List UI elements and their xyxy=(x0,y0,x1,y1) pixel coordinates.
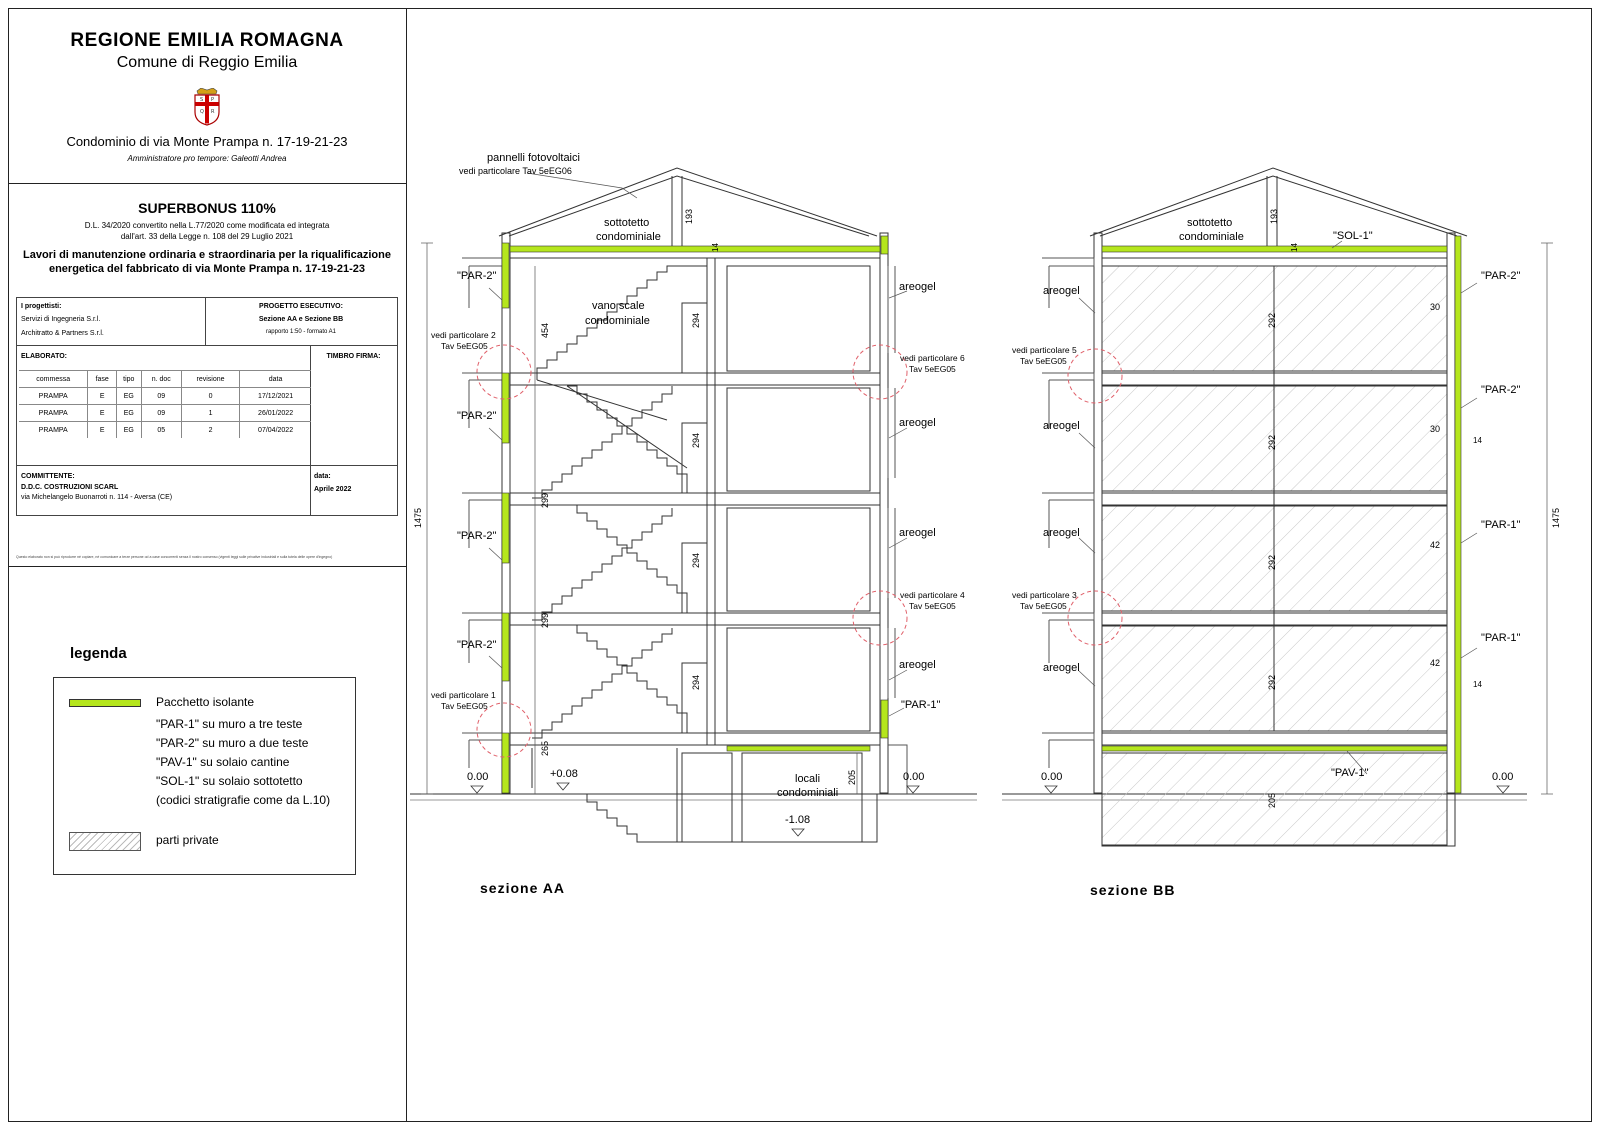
col-header: commessa xyxy=(19,371,88,388)
stair-flight xyxy=(532,508,672,620)
detail-ref: Tav 5eEG05 xyxy=(441,701,488,711)
insulation-swatch xyxy=(69,699,141,707)
phase-label: PROGETTO ESECUTIVO: xyxy=(259,303,343,310)
client-name: D.D.C. COSTRUZIONI SCARL xyxy=(21,484,119,491)
detail-ref: Tav 5eEG05 xyxy=(909,601,956,611)
table-cell: 1 xyxy=(181,405,239,422)
legend-item: "PAV-1" su solaio cantine xyxy=(156,755,290,769)
project-title: SUPERBONUS 110% xyxy=(138,200,276,216)
sol1-tag: "SOL-1" xyxy=(1333,230,1373,242)
par1-tag: "PAR-1" xyxy=(1481,519,1521,531)
svg-text:Q: Q xyxy=(200,109,204,115)
designer-1: Servizi di Ingegneria S.r.l. xyxy=(21,316,101,323)
administrator-name: Amministratore pro tempore: Galeotti Andrea xyxy=(127,154,287,163)
left-wall xyxy=(1094,233,1102,793)
municipal-crest-icon xyxy=(192,88,222,126)
section-aa-title: sezione AA xyxy=(480,880,565,896)
detail-ref: Tav 5eEG05 xyxy=(441,341,488,351)
room xyxy=(727,508,870,611)
detail-ref: vedi particolare 2 xyxy=(431,330,496,340)
dimension-label: 205 xyxy=(847,769,857,785)
table-cell: 0 xyxy=(181,388,239,405)
works-description xyxy=(8,248,406,276)
designers-label: I progettisti: xyxy=(21,303,62,310)
floor-slab xyxy=(1102,733,1447,745)
room xyxy=(727,628,870,731)
legend-item: "SOL-1" su solaio sottotetto xyxy=(156,774,303,788)
table-cell: 26/01/2022 xyxy=(240,405,311,422)
detail-ref: Tav 5eEG05 xyxy=(1020,601,1067,611)
table-cell: 05 xyxy=(141,422,181,439)
dimension-label: 14 xyxy=(1290,243,1299,252)
roof-line xyxy=(1100,176,1457,236)
attic-label: condominiale xyxy=(596,231,661,243)
par2-tag: "PAR-2" xyxy=(1481,384,1521,396)
client-address: via Michelangelo Buonarroti n. 114 - Aversa (CE) xyxy=(21,494,173,501)
core-wall xyxy=(707,258,715,745)
pv-reference: vedi particolare Tav 5eEG06 xyxy=(459,166,572,176)
stamp-label: TIMBRO FIRMA: xyxy=(326,353,381,360)
stair-flight xyxy=(567,625,687,733)
areogel-tag: areogel xyxy=(899,659,936,671)
dimension-label: 292 xyxy=(1267,554,1277,570)
detail-ref: vedi particolare 6 xyxy=(900,353,965,363)
table-cell: E xyxy=(88,388,117,405)
par1-tag: "PAR-1" xyxy=(1481,632,1521,644)
basement-label: locali xyxy=(795,773,821,785)
title-block-table xyxy=(16,297,398,516)
par2-tag: "PAR-2" xyxy=(457,639,497,651)
elaborato-label: ELABORATO: xyxy=(21,353,68,360)
dimension-label: 454 xyxy=(540,322,550,338)
floor-slab xyxy=(510,733,880,745)
dimension-label: 42 xyxy=(1430,540,1441,550)
table-cell: EG xyxy=(116,388,141,405)
dimension-label: 42 xyxy=(1430,658,1441,668)
stair-flight xyxy=(567,386,687,468)
table-cell: 07/04/2022 xyxy=(240,422,311,439)
areogel-tag: areogel xyxy=(1043,527,1080,539)
par1-tag: "PAR-1" xyxy=(901,699,941,711)
col-header: n. doc xyxy=(141,371,181,388)
col-header: tipo xyxy=(116,371,141,388)
title-panel xyxy=(8,8,407,1122)
level-mark: 0.00 xyxy=(467,771,489,783)
dimension-label: 1475 xyxy=(413,507,423,528)
attic-label: condominiale xyxy=(1179,231,1244,243)
par2-tag: "PAR-2" xyxy=(457,270,497,282)
stair-flight xyxy=(567,505,687,613)
par2-tag: "PAR-2" xyxy=(457,530,497,542)
dimension-label: 14 xyxy=(711,243,720,252)
desc-line-2: energetica del fabbricato di via Monte Prampa n. 17-19-21-23 xyxy=(48,263,366,275)
floor-slab xyxy=(510,373,880,385)
areogel-tag: areogel xyxy=(899,527,936,539)
right-wall xyxy=(1447,233,1455,793)
detail-ref: vedi particolare 5 xyxy=(1012,345,1077,355)
room xyxy=(727,388,870,491)
areogel-tag: areogel xyxy=(1043,662,1080,674)
table-cell: PRAMPA xyxy=(19,405,88,422)
dimension-label: 299 xyxy=(540,492,550,508)
level-mark: 0.00 xyxy=(1492,771,1514,783)
stair-flight xyxy=(567,386,687,493)
table-cell: PRAMPA xyxy=(19,388,88,405)
law-line-2: dall'art. 33 della Legge n. 108 del 29 Luglio 2021 xyxy=(120,232,294,241)
stair-label: vano scale xyxy=(592,300,645,312)
detail-ref: vedi particolare 3 xyxy=(1012,590,1077,600)
scale-note: rapporto 1:50 - formato A1 xyxy=(265,329,337,335)
law-line-1: D.L. 34/2020 convertito nella L.77/2020 come modificata ed integrata xyxy=(84,221,330,230)
detail-ref: vedi particolare 4 xyxy=(900,590,965,600)
balconies-left xyxy=(1042,258,1094,768)
col-header: fase xyxy=(88,371,117,388)
level-mark: 0.00 xyxy=(903,771,925,783)
stair-label: condominiale xyxy=(585,315,650,327)
date-value: Aprile 2022 xyxy=(314,486,352,493)
level-mark: 0.00 xyxy=(1041,771,1063,783)
col-header: revisione xyxy=(181,371,239,388)
dimension-label: 193 xyxy=(1269,208,1279,224)
project-block xyxy=(8,183,406,567)
desc-line-1: Lavori di manutenzione ordinaria e straordinaria per la riqualificazione xyxy=(23,249,391,261)
sections-drawing xyxy=(407,8,1587,1118)
areogel-tag: areogel xyxy=(1043,420,1080,432)
level-mark: -1.08 xyxy=(785,814,811,826)
section-bb-title: sezione BB xyxy=(1090,882,1176,898)
detail-ref: vedi particolare 1 xyxy=(431,690,496,700)
dimension-label: 205 xyxy=(1267,792,1277,808)
table-cell: EG xyxy=(116,422,141,439)
table-row xyxy=(19,422,311,439)
table-row xyxy=(19,405,311,422)
attic-label: sottotetto xyxy=(604,217,650,229)
par2-tag: "PAR-2" xyxy=(1481,270,1521,282)
legend-item: "PAR-2" su muro a due teste xyxy=(156,736,309,750)
par2-tag: "PAR-2" xyxy=(457,410,497,422)
stair-flight xyxy=(537,380,667,420)
dimension-label: 265 xyxy=(540,740,550,756)
attic-label: sottotetto xyxy=(1187,217,1233,229)
level-mark: +0.08 xyxy=(550,768,578,780)
title-header xyxy=(8,8,406,184)
pav1-tag: "PAV-1" xyxy=(1331,767,1369,779)
table-cell: EG xyxy=(116,405,141,422)
landing-block xyxy=(682,663,707,733)
dimension-label: 30 xyxy=(1430,302,1441,312)
dimension-label: 292 xyxy=(1267,312,1277,328)
dimension-label: 292 xyxy=(1267,434,1277,450)
dimension-label: 1475 xyxy=(1551,507,1561,528)
aa-detail-circles xyxy=(477,345,907,757)
stair-flight xyxy=(532,628,672,738)
floor-slab xyxy=(510,613,880,625)
client-label: COMMITTENTE: xyxy=(21,473,75,480)
basement-room xyxy=(682,753,732,842)
svg-text:S: S xyxy=(200,97,204,103)
legend-private-label: parti private xyxy=(156,833,219,847)
dimension-label: 294 xyxy=(691,674,701,690)
detail-ref: Tav 5eEG05 xyxy=(1020,356,1067,366)
roof-line xyxy=(509,176,869,236)
basement-stair xyxy=(577,794,682,842)
dimension-label: 30 xyxy=(1430,424,1441,434)
legend-item: "PAR-1" su muro a tre teste xyxy=(156,717,303,731)
table-cell: E xyxy=(88,405,117,422)
aa-level-markers xyxy=(471,783,919,836)
svg-text:R: R xyxy=(211,109,215,115)
table-row xyxy=(19,388,311,405)
detail-ref: Tav 5eEG05 xyxy=(909,364,956,374)
roof-line xyxy=(499,168,877,236)
table-cell: E xyxy=(88,422,117,439)
floor-slab xyxy=(510,493,880,505)
designer-2: Architratto & Partners S.r.l. xyxy=(21,330,104,337)
table-cell: PRAMPA xyxy=(19,422,88,439)
condominium-name: Condominio di via Monte Prampa n. 17-19-21-23 xyxy=(66,134,348,149)
dimension-label: 294 xyxy=(691,432,701,448)
table-cell: 09 xyxy=(141,405,181,422)
sheet-name: Sezione AA e Sezione BB xyxy=(258,316,344,323)
revision-table xyxy=(19,370,311,438)
basement-label: condominiali xyxy=(777,787,839,799)
date-label: data: xyxy=(314,473,331,480)
areogel-tag: areogel xyxy=(899,417,936,429)
municipality-name: Comune di Reggio Emilia xyxy=(116,54,298,71)
col-header: data xyxy=(240,371,311,388)
table-header-row xyxy=(19,371,311,388)
legend-box xyxy=(53,677,356,875)
table-cell: 09 xyxy=(141,388,181,405)
dimension-label: 292 xyxy=(1267,674,1277,690)
legend-title: legenda xyxy=(70,645,127,662)
dimension-label: 299 xyxy=(540,612,550,628)
dimension-label: 294 xyxy=(691,312,701,328)
table-cell: 17/12/2021 xyxy=(240,388,311,405)
legend-item: (codici stratigrafie come da L.10) xyxy=(156,793,331,807)
law-reference xyxy=(8,220,406,242)
dimension-label: 14 xyxy=(1473,436,1482,445)
dimension-label: 294 xyxy=(691,552,701,568)
region-name: REGIONE EMILIA ROMAGNA xyxy=(70,30,344,51)
section-bb xyxy=(1002,168,1527,846)
svg-text:P: P xyxy=(211,97,215,103)
dimension-label: 14 xyxy=(1473,680,1482,689)
copyright-disclaimer: Questo elaborato non si può riprodurre né copiare, né comunicare a terze persone od a case concorrenti senza il nostro consenso (vigenti leggi sulle privative industriali e sulla tutela delle opere d'ingegno) xyxy=(16,555,333,559)
private-parts-swatch xyxy=(69,832,141,851)
room xyxy=(727,266,870,371)
stair-flight xyxy=(532,386,672,498)
areogel-tag: areogel xyxy=(899,281,936,293)
areogel-tag: areogel xyxy=(1043,285,1080,297)
dimension-label: 193 xyxy=(684,208,694,224)
legend-insulation-label: Pacchetto isolante xyxy=(156,695,255,709)
pv-label: pannelli fotovoltaici xyxy=(487,152,580,164)
table-cell: 2 xyxy=(181,422,239,439)
